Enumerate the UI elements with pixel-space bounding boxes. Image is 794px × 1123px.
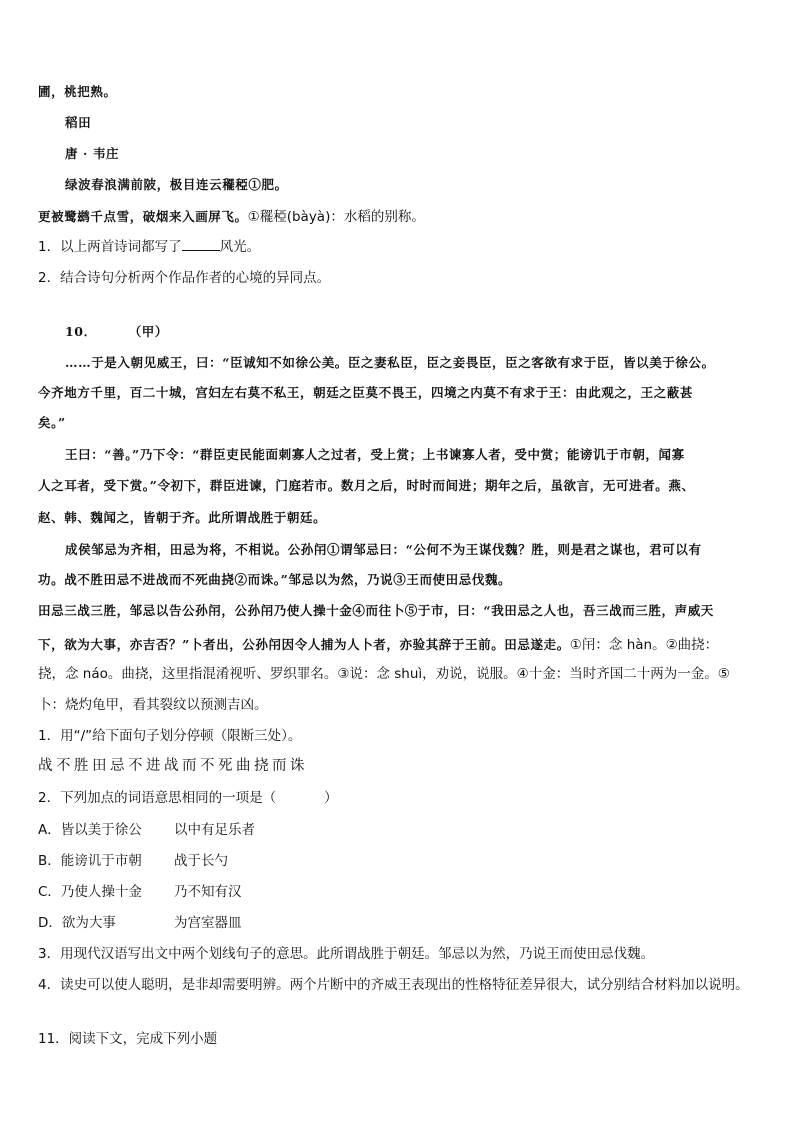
option-text: 以中有足乐者 [174, 822, 255, 838]
option-text: 战于长勺 [174, 853, 228, 869]
question-11-header: 11．阅读下文，完成下列小题 [38, 1031, 218, 1047]
passage-line: 成侯邹忌为齐相，田忌为将，不相说。公孙闬①谓邹忌曰：“公何不为王谋伐魏？胜，则是君之谋也，君可以有 [65, 542, 702, 557]
question-text: ） [324, 790, 338, 806]
question-text: 风光。 [219, 239, 261, 255]
option-text: 乃不知有汉 [174, 884, 242, 900]
question-number: 10． [65, 324, 97, 339]
sentence-to-divide: 战不胜田忌不进战而不死曲挠而诛 [38, 758, 308, 774]
passage-line: 王曰：“善。”乃下令：“群臣吏民能面刺寡人之过者，受上赏；上书谏寡人者，受中赏；能谤讥于市朝，闻寡 [65, 447, 685, 462]
passage-line: ……于是入朝见威王，曰：“臣诚知不如徐公美。臣之妻私臣，臣之妾畏臣，臣之客欲有求于臣，皆以美于徐公。 [65, 355, 715, 370]
poem-verse-line [38, 206, 425, 225]
poem-author: 唐 · 韦庄 [65, 146, 120, 161]
passage-line: 今齐地方千里，百二十城，宫妇左右莫不私王，朝廷之臣莫不畏王，四境之内莫不有求于王：由此观之，王之蔽甚 [38, 385, 694, 400]
option-a[interactable] [38, 822, 255, 838]
footnote: 卜：烧灼龟甲，看其裂纹以预测吉凶。 [38, 697, 268, 713]
passage-line: 赵、韩、魏闻之，皆朝于齐。此所谓战胜于朝廷。 [38, 510, 327, 525]
poem-verse: 绿波春浪满前陂，极目连云䆉稏①肥。 [65, 177, 288, 192]
option-c[interactable] [38, 884, 242, 900]
passage-line: 矣。” [38, 415, 66, 430]
option-text: D．欲为大事 [38, 915, 116, 931]
passage-line: 功。战不胜田忌不进战而不死曲挠②而诛。”邹忌以为然，乃说③王而使田忌伐魏。 [38, 572, 512, 587]
footnote: ①䆉稏(bàyà)：水稻的别称。 [247, 209, 425, 225]
passage-line [38, 634, 718, 653]
question-9-2: 2．结合诗句分析两个作品作者的心境的异同点。 [38, 270, 331, 286]
question-10-4: 4．读史可以使人聪明，是非却需要明辨。两个片断中的齐威王表现出的性格特征差异很大，试分别结合材料加以说明。 [38, 977, 749, 993]
option-text: 为宫室器皿 [174, 915, 242, 931]
question-text: 1．以上两首诗词都写了 [38, 239, 182, 255]
poem-verse: 更被鹭鹚千点雪，破烟来入画屏飞。 [38, 209, 248, 224]
question-9-1 [38, 238, 260, 255]
question-10-3: 3．用现代汉语写出文中两个划线句子的意思。此所谓战胜于朝廷。邹忌以为然，乃说王而使田忌伐魏。 [38, 946, 655, 962]
answer-blank[interactable] [182, 238, 220, 251]
option-text: B．能谤讥于市朝 [38, 853, 142, 869]
option-text: C．乃使人操十金 [38, 884, 142, 900]
question-10-1: 1．用“/”给下面句子划分停顿（限断三处）。 [38, 728, 302, 744]
footnote: 挠，念 náo。曲挠，这里指混淆视听、罗织罪名。③说：念 shuì，劝说，说服。④十金：当时齐国二十两为一金。⑤ [38, 666, 730, 682]
passage-line: 人之耳者，受下赏。”令初下，群臣进谏，门庭若市。数月之后，时时而间进；期年之后，虽欲言，无可进者。燕、 [38, 478, 695, 493]
question-10-header [65, 324, 168, 339]
option-text: A．皆以美于徐公 [38, 822, 142, 838]
passage-text: 下，欲为大事，亦吉否？”卜者出，公孙闬因令人捕为人卜者，亦验其辞于王前。田忌遂走。 [38, 637, 570, 652]
passage-label: （甲） [128, 324, 169, 339]
poem-title: 稻田 [65, 115, 92, 130]
question-text: 2．下列加点的词语意思相同的一项是（ [38, 790, 277, 806]
footnote: ①闬：念 hàn。②曲挠： [569, 637, 719, 653]
option-b[interactable] [38, 853, 228, 869]
passage-line: 田忌三战三胜，邹忌以告公孙闬，公孙闬乃使人操十金④而往卜⑤于市，曰：“我田忌之人也，吾三战而三胜，声威天 [38, 603, 714, 618]
poem-line: 圃，桃把熟。 [38, 84, 117, 99]
option-d[interactable] [38, 915, 242, 931]
question-10-2 [38, 790, 338, 806]
